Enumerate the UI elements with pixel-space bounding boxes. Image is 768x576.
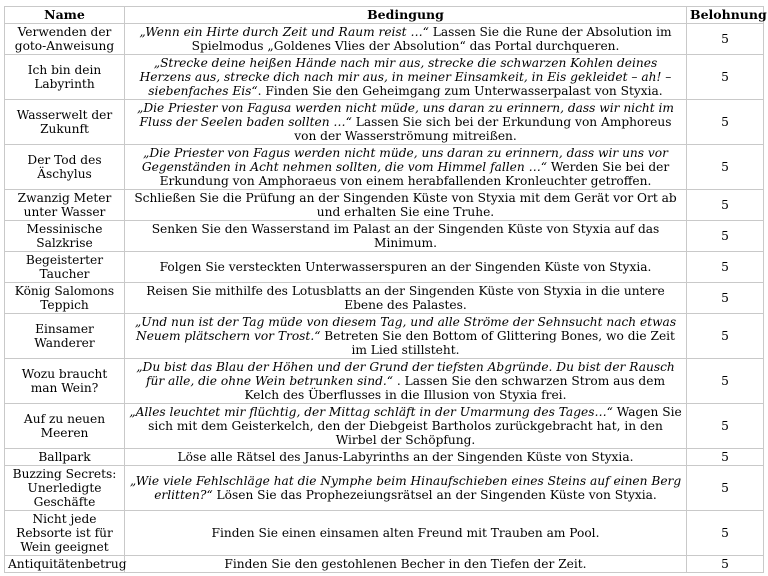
achievement-name: Begeisterter Taucher: [5, 252, 125, 283]
achievement-reward: 5: [687, 283, 764, 314]
achievement-reward: 5: [687, 221, 764, 252]
achievement-reward: 5: [687, 190, 764, 221]
achievement-reward: 5: [687, 252, 764, 283]
achievement-reward: 5: [687, 145, 764, 190]
achievement-condition: [125, 511, 687, 556]
achievement-condition: [125, 190, 687, 221]
achievement-reward: 5: [687, 511, 764, 556]
achievement-condition: [125, 221, 687, 252]
condition-text: Finden Sie den gestohlenen Becher in den Tiefen der Zeit.: [224, 557, 587, 571]
achievements-table: [4, 6, 767, 573]
achievement-reward: 5: [687, 449, 764, 466]
achievement-reward: 5: [687, 359, 764, 404]
condition-text: Reisen Sie mithilfe des Lotusblatts an der Singenden Küste von Styxia in die untere Ebene des Palastes.: [146, 284, 665, 312]
condition-quote: „Und nun ist der Tag müde von diesem Tag, und alle Ströme der Sehnsucht nach etwas Neuem plätschern vor Trost.“: [134, 315, 677, 343]
condition-text: Löse alle Rätsel des Janus-Labyrinths an der Singenden Küste von Styxia.: [177, 450, 634, 464]
achievement-name: Einsamer Wanderer: [5, 314, 125, 359]
condition-quote: „Wie viele Fehlschläge hat die Nymphe beim Hinaufschieben eines Steins auf einen Berg erlitten?“: [129, 474, 682, 502]
achievement-condition: [125, 359, 687, 404]
table-row: [5, 283, 764, 314]
achievement-name: Antiquitätenbetrug: [5, 556, 125, 573]
achievement-name: Verwenden der goto-Anweisung: [5, 24, 125, 55]
achievement-name: Der Tod des Äschylus: [5, 145, 125, 190]
condition-text: Lassen Sie die Rune der Absolution im Spielmodus „Goldenes Vlies der Absolution“ das Portal durchqueren.: [191, 25, 672, 53]
header-condition: Bedingung: [125, 7, 687, 24]
condition-text: Lassen Sie sich bei der Erkundung von Amphoreus von der Wasserströmung mitreißen.: [294, 115, 672, 143]
achievement-condition: [125, 314, 687, 359]
header-reward: Belohnung: [687, 7, 764, 24]
achievement-condition: [125, 55, 687, 100]
achievement-reward: 5: [687, 466, 764, 511]
condition-text: Finden Sie einen einsamen alten Freund mit Trauben am Pool.: [211, 526, 600, 540]
achievement-condition: [125, 100, 687, 145]
achievement-condition: [125, 283, 687, 314]
achievement-name: Wozu braucht man Wein?: [5, 359, 125, 404]
table-row: [5, 314, 764, 359]
condition-quote: „Die Priester von Fagus werden nicht müde, uns daran zu erinnern, dass wir uns vor Gegenständen in Acht nehmen sollten, die vom Himmel fallen …“: [141, 146, 668, 174]
table-row: [5, 190, 764, 221]
condition-quote: „Alles leuchtet mir flüchtig, der Mittag schläft in der Umarmung des Tages…“: [129, 405, 613, 419]
achievement-reward: 5: [687, 404, 764, 449]
achievement-condition: [125, 24, 687, 55]
achievement-condition: [125, 145, 687, 190]
condition-text: . Lassen Sie den schwarzen Strom aus dem Kelch des Überflusses in die Illusion von Styxia frei.: [244, 374, 665, 402]
table-row: [5, 252, 764, 283]
achievement-name: Buzzing Secrets: Unerledigte Geschäfte: [5, 466, 125, 511]
table-row: [5, 359, 764, 404]
achievement-name: Ballpark: [5, 449, 125, 466]
achievement-reward: 5: [687, 556, 764, 573]
achievement-name: Ich bin dein Labyrinth: [5, 55, 125, 100]
achievement-reward: 5: [687, 100, 764, 145]
table-row: [5, 221, 764, 252]
achievement-reward: 5: [687, 314, 764, 359]
table-row: [5, 511, 764, 556]
table-row: [5, 145, 764, 190]
condition-text: . Finden Sie den Geheimgang zum Unterwasserpalast von Styxia.: [257, 84, 663, 98]
header-name: Name: [5, 7, 125, 24]
table-row: [5, 100, 764, 145]
achievement-name: Nicht jede Rebsorte ist für Wein geeignet: [5, 511, 125, 556]
condition-text: Lösen Sie das Prophezeiungsrätsel an der Singenden Küste von Styxia.: [212, 488, 657, 502]
condition-text: Schließen Sie die Prüfung an der Singenden Küste von Styxia mit dem Gerät vor Ort ab und erhalten Sie eine Truhe.: [134, 191, 677, 219]
condition-quote: „Strecke deine heißen Hände nach mir aus, strecke die schwarzen Kohlen deines Herzens aus, strecke dich nach mir aus, in meiner Einsamkeit, in Eis gekleidet – ah! – siebenfaches Eis“: [139, 56, 672, 98]
achievement-name: König Salomons Teppich: [5, 283, 125, 314]
condition-text: Folgen Sie versteckten Unterwasserspuren an der Singenden Küste von Styxia.: [159, 260, 652, 274]
condition-text: Senken Sie den Wasserstand im Palast an der Singenden Küste von Styxia auf das Minimum.: [151, 222, 660, 250]
achievement-condition: [125, 449, 687, 466]
condition-quote: „Die Priester von Fagusa werden nicht müde, uns daran zu erinnern, dass wir nicht im Fluss der Seelen baden sollten …“: [137, 101, 674, 129]
achievement-condition: [125, 252, 687, 283]
table-row: [5, 404, 764, 449]
achievement-name: Wasserwelt der Zukunft: [5, 100, 125, 145]
achievement-name: Zwanzig Meter unter Wasser: [5, 190, 125, 221]
condition-text: Wagen Sie sich mit dem Geisterkelch, den der Diebgeist Bartholos zurückgebracht hat, in den Wirbel der Schöpfung.: [148, 405, 682, 447]
condition-text: Betreten Sie den Bottom of Glittering Bones, wo die Zeit im Lied stillsteht.: [320, 329, 675, 357]
table-row: [5, 556, 764, 573]
header-row: [5, 7, 764, 24]
condition-quote: „Wenn ein Hirte durch Zeit und Raum reist …“: [139, 25, 429, 39]
table-row: [5, 55, 764, 100]
condition-quote: „Du bist das Blau der Höhen und der Grund der tiefsten Abgründe. Du bist der Rausch für alle, die ohne Wein betrunken sind.“: [136, 360, 675, 388]
achievement-condition: [125, 466, 687, 511]
achievement-name: Auf zu neuen Meeren: [5, 404, 125, 449]
achievement-condition: [125, 404, 687, 449]
achievement-reward: 5: [687, 55, 764, 100]
achievement-condition: [125, 556, 687, 573]
table-row: [5, 466, 764, 511]
achievement-name: Messinische Salzkrise: [5, 221, 125, 252]
table-row: [5, 449, 764, 466]
condition-text: Werden Sie bei der Erkundung von Amphoraeus von einem herabfallenden Kronleuchter getroffen.: [159, 160, 670, 188]
achievement-reward: 5: [687, 24, 764, 55]
table-row: [5, 24, 764, 55]
